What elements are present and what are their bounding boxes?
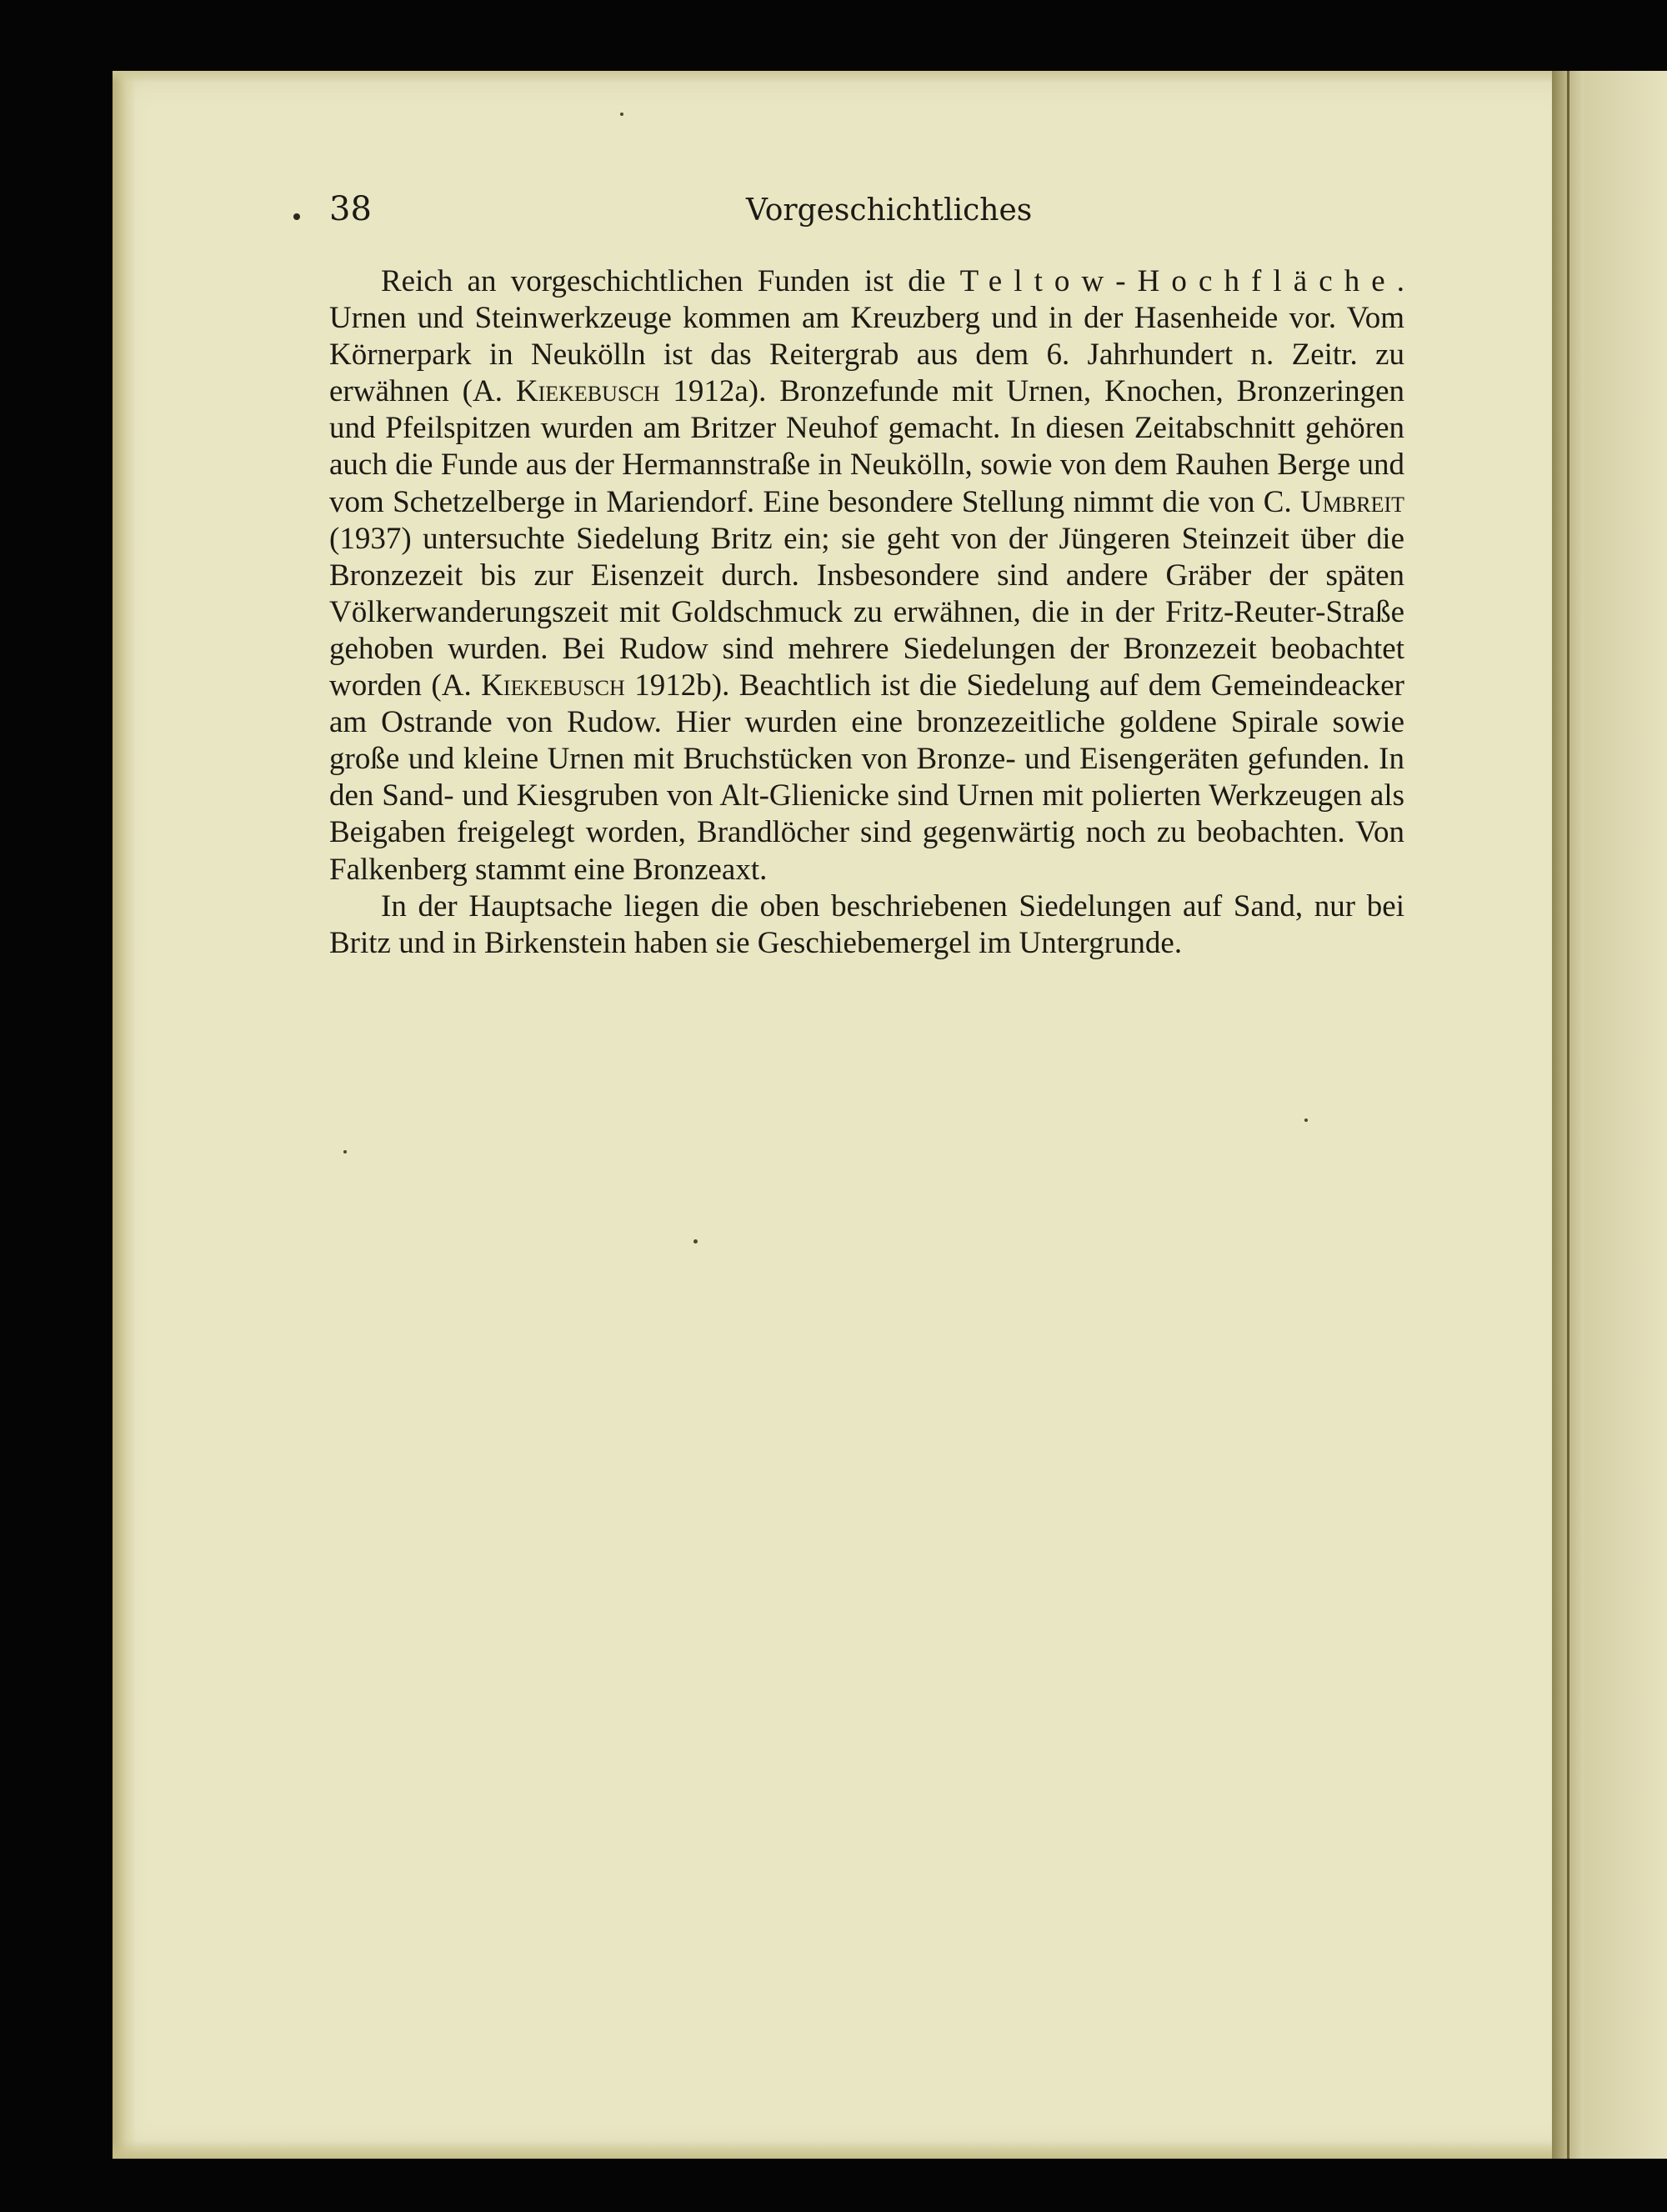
- paragraph: [329, 263, 1404, 888]
- paragraph: [329, 888, 1404, 962]
- running-head: Vorgeschichtliches: [746, 193, 1033, 228]
- text-segment: . Urnen und Steinwerkzeuge kommen am Kreuzberg und in der Hasenheide vor. Vom Körnerpark in Neukölln ist das Reitergrab aus dem 6. Jahrhundert n. Zeitr. zu erwähnen (A.: [329, 264, 1404, 409]
- text-segment: Reich an vorgeschichtlichen Funden ist die: [381, 264, 960, 298]
- author-name: Umbreit: [1300, 484, 1404, 519]
- gutter-fold-line: [1567, 71, 1569, 2159]
- page-left-edge: [113, 71, 136, 2159]
- page-top-edge: [113, 71, 1584, 83]
- author-name: Kiekebusch: [515, 374, 660, 409]
- paper-speck: [620, 113, 623, 116]
- spaced-term: Teltow-Hochfläche: [959, 264, 1397, 298]
- text-segment: (1937) untersuchte Siedelung Britz ein; sie geht von der Jüngeren Steinzeit über die Bronzezeit bis zur Eisenzeit durch. Insbesondere sind andere Gräber der späten Völkerwanderungszeit mit Goldschmuck zu erwähnen, die in der Fritz-Reuter-Straße gehoben wurden. Bei Rudow sind mehrere Siedelungen der Bronzezeit beobachtet worden (A.: [329, 521, 1404, 703]
- page-number: 38: [329, 190, 372, 228]
- paper-speck: [1304, 1119, 1308, 1122]
- text-segment: 1912b). Beachtlich ist die Siedelung auf dem Gemeindeacker am Ostrande von Rudow. Hier wurden eine bronzezeitliche goldene Spirale sowie große und kleine Urnen mit Bruchstücken von Bronze- und Eisengeräten gefunden. In den Sand- und Kiesgruben von Alt-Glienicke sind Urnen mit polierten Werkzeugen als Beigaben freigelegt worden, Brandlöcher sind gegenwärtig noch zu beobachten. Von Falkenberg stammt eine Bronzeaxt.: [329, 668, 1404, 887]
- margin-mark: [293, 213, 300, 220]
- page-header: [329, 188, 1404, 238]
- author-name: Kiekebusch: [481, 668, 625, 703]
- body-text: [329, 263, 1404, 962]
- paper-speck: [693, 1239, 698, 1244]
- paper-speck: [343, 1150, 347, 1154]
- text-segment: 1912a). Bronzefunde mit Urnen, Knochen, Bronzeringen und Pfeilspitzen wurden am Britzer Neuhof gemacht. In diesen Zeitabschnitt gehören auch die Funde aus der Hermannstraße in Neukölln, sowie von dem Rauhen Berge und vom Schetzelberge in Mariendorf. Eine besondere Stellung nimmt die von C.: [329, 374, 1404, 519]
- adjacent-page-edge: [1584, 71, 1667, 2159]
- text-segment: In der Hauptsache liegen die oben beschriebenen Siedelungen auf Sand, nur bei Britz und in Birkenstein haben sie Geschiebemergel im Untergrunde.: [329, 888, 1404, 960]
- page-bottom-edge: [113, 2140, 1584, 2159]
